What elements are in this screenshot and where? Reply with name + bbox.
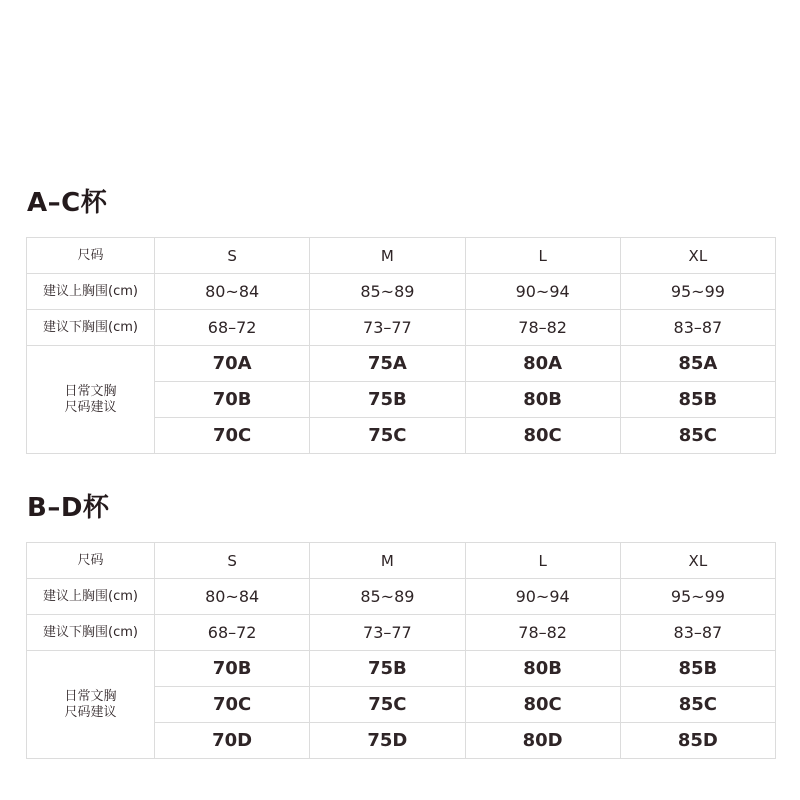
section-title-b-d: B–D杯: [27, 493, 110, 523]
cup-row: [27, 346, 776, 382]
under-bust-label: 建议下胸围(cm): [27, 615, 155, 651]
cup-size: 70C: [155, 687, 310, 723]
cup-size: 70A: [155, 346, 310, 382]
upper-bust-value: 85~89: [310, 579, 465, 615]
recommend-label: [27, 651, 155, 759]
cup-size: 70B: [155, 651, 310, 687]
under-bust-value: 68–72: [155, 615, 310, 651]
cup-size: 85C: [620, 418, 775, 454]
under-bust-row: [27, 310, 776, 346]
upper-bust-value: 95~99: [620, 579, 775, 615]
cup-size: 75C: [310, 687, 465, 723]
upper-bust-value: 95~99: [620, 274, 775, 310]
size-l: L: [465, 543, 620, 579]
upper-bust-row: [27, 579, 776, 615]
cup-size: 75D: [310, 723, 465, 759]
cup-size: 75C: [310, 418, 465, 454]
size-xl: XL: [620, 238, 775, 274]
cup-size: 80B: [465, 651, 620, 687]
cup-size: 70D: [155, 723, 310, 759]
under-bust-value: 78–82: [465, 310, 620, 346]
upper-bust-label: 建议上胸围(cm): [27, 274, 155, 310]
upper-bust-label: 建议上胸围(cm): [27, 579, 155, 615]
size-m: M: [310, 238, 465, 274]
cup-size: 70B: [155, 382, 310, 418]
size-table-a-c: [26, 237, 776, 454]
size-header-label: 尺码: [27, 543, 155, 579]
under-bust-value: 68–72: [155, 310, 310, 346]
cup-size: 75B: [310, 651, 465, 687]
cup-size: 80D: [465, 723, 620, 759]
recommend-label-line1: 日常文胸: [64, 383, 117, 399]
cup-size: 85D: [620, 723, 775, 759]
cup-size: 75B: [310, 382, 465, 418]
cup-size: 80C: [465, 418, 620, 454]
cup-size: 85A: [620, 346, 775, 382]
upper-bust-value: 90~94: [465, 274, 620, 310]
size-header-label: 尺码: [27, 238, 155, 274]
cup-row: [27, 651, 776, 687]
cup-size: 85B: [620, 382, 775, 418]
under-bust-label: 建议下胸围(cm): [27, 310, 155, 346]
size-header-row: [27, 238, 776, 274]
size-table-b-d: [26, 542, 776, 759]
size-l: L: [465, 238, 620, 274]
upper-bust-value: 80~84: [155, 274, 310, 310]
under-bust-value: 78–82: [465, 615, 620, 651]
cup-size: 85C: [620, 687, 775, 723]
recommend-label-line2: 尺码建议: [64, 704, 117, 720]
cup-size: 80A: [465, 346, 620, 382]
size-s: S: [155, 238, 310, 274]
cup-size: 85B: [620, 651, 775, 687]
under-bust-value: 73–77: [310, 310, 465, 346]
under-bust-value: 83–87: [620, 310, 775, 346]
recommend-label-line1: 日常文胸: [64, 688, 117, 704]
size-s: S: [155, 543, 310, 579]
upper-bust-value: 80~84: [155, 579, 310, 615]
upper-bust-value: 85~89: [310, 274, 465, 310]
cup-size: 80C: [465, 687, 620, 723]
under-bust-value: 73–77: [310, 615, 465, 651]
upper-bust-value: 90~94: [465, 579, 620, 615]
section-title-a-c: A–C杯: [27, 188, 108, 218]
under-bust-row: [27, 615, 776, 651]
cup-size: 80B: [465, 382, 620, 418]
cup-size: 70C: [155, 418, 310, 454]
recommend-label-line2: 尺码建议: [64, 399, 117, 415]
cup-size: 75A: [310, 346, 465, 382]
size-m: M: [310, 543, 465, 579]
recommend-label: [27, 346, 155, 454]
upper-bust-row: [27, 274, 776, 310]
size-header-row: [27, 543, 776, 579]
under-bust-value: 83–87: [620, 615, 775, 651]
size-xl: XL: [620, 543, 775, 579]
